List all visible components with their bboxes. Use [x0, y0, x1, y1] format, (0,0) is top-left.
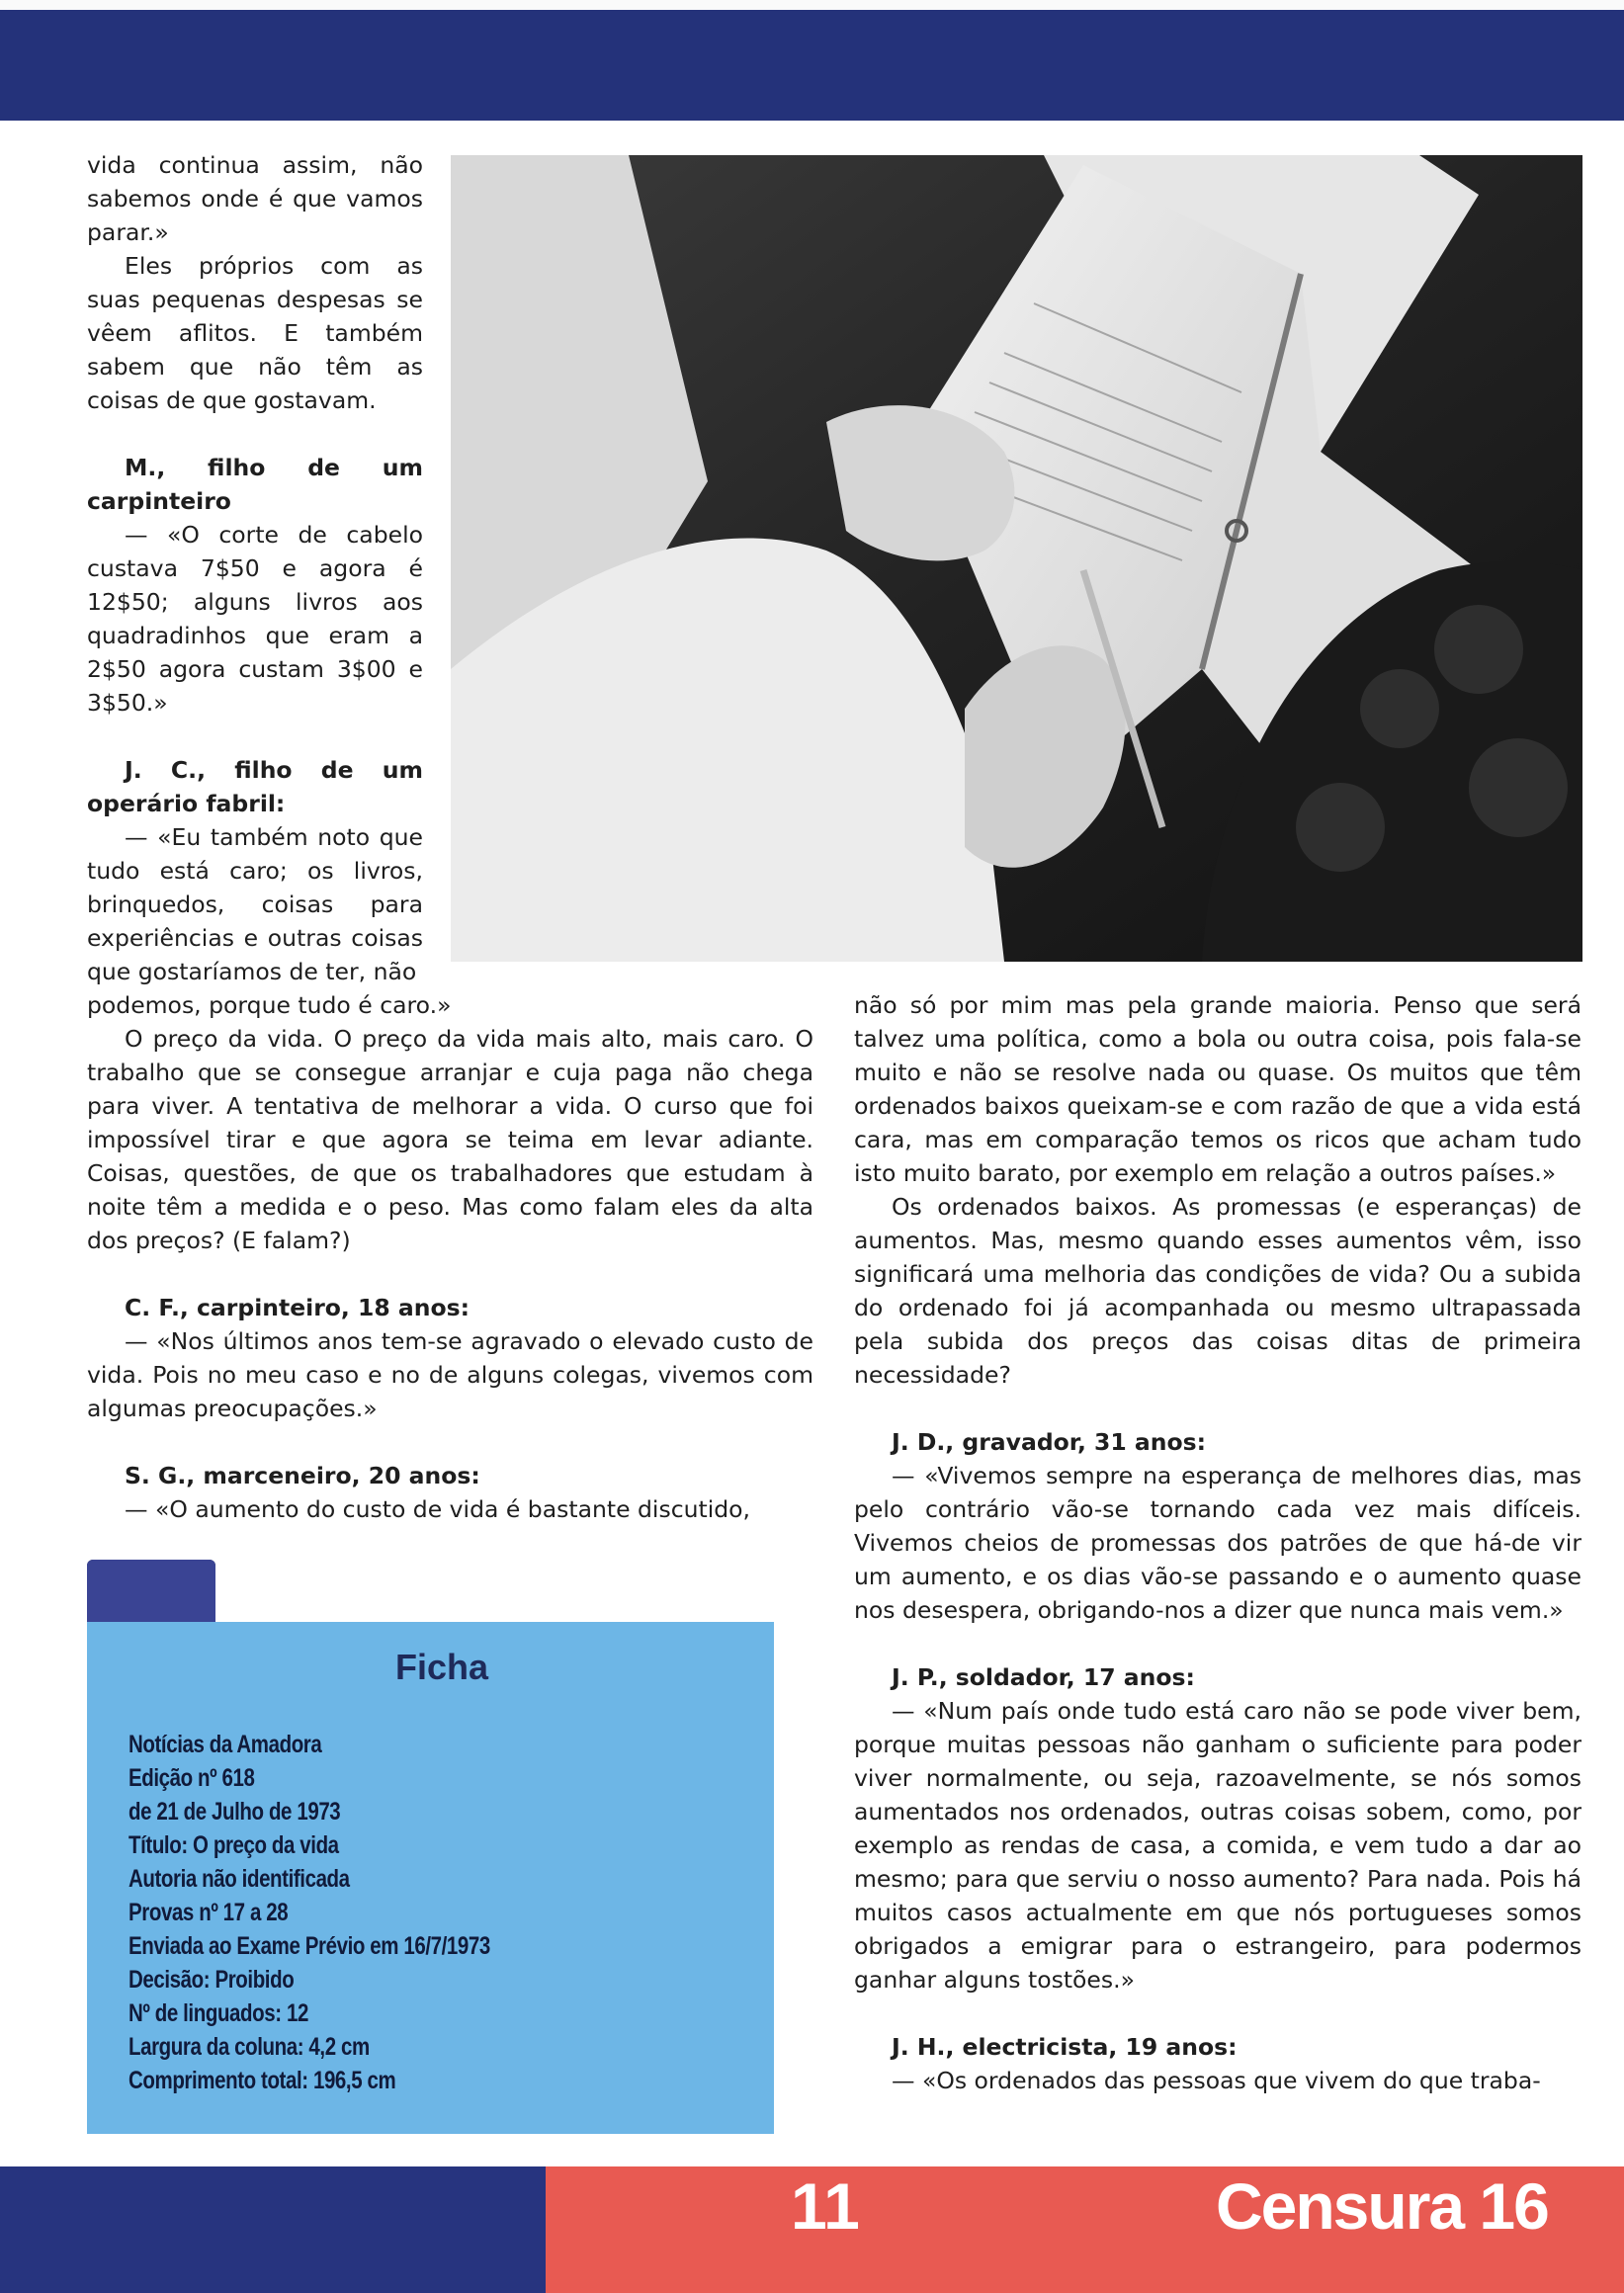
speaker-heading: S. G., marceneiro, 20 anos: — [125, 1462, 480, 1489]
paragraph: podemos, porque tudo é caro.» — [87, 991, 452, 1019]
ficha-details — [128, 1728, 741, 2097]
speaker-heading: C. F., carpinteiro, 18 anos: — [125, 1294, 470, 1321]
ficha-line: Decisão: Proibido — [128, 1966, 295, 1994]
speaker-heading: J. D., gravador, 31 anos: — [892, 1428, 1207, 1456]
paragraph: Os ordenados baixos. As promessas (e esperanças) de aumentos. Mas, mesmo quando esses aumentos vêm, isso significará uma melhoria das condições de vida? Ou a subida do ordenado foi já acompanhada ou mesmo ultrapassada pela subida dos preços das coisas ditas de primeira necessidade? — [854, 1193, 1581, 1389]
ficha-title: Ficha — [395, 1647, 489, 1687]
paragraph: — «O aumento do custo de vida é bastante discutido, — [125, 1495, 751, 1523]
paragraph: — «Num país onde tudo está caro não se pode viver bem, porque muitas pessoas não ganham o suficiente para poder viver normalmente, ou seja, razoavelmente, se nós somos aumentados nos ordenados, outras coisas sobem, como, por exemplo as rendas de casa, a comida, e vem tudo a dar ao mesmo; para que serviu o nosso aumento? Para nada. Pois há muitos casos actualmente em que nós portugueses somos obrigados a emigrar para o estrangeiro, para podermos ganhar alguns tostões.» — [854, 1697, 1581, 1994]
speaker-heading: J. P., soldador, 17 anos: — [892, 1663, 1195, 1691]
ficha-line: Notícias da Amadora — [128, 1731, 322, 1758]
magazine-name: Censura 16 — [1216, 2169, 1548, 2243]
left-column-wide — [87, 988, 813, 1526]
paragraph: — «O corte de cabelo custava 7$50 e agora é 12$50; alguns livros aos quadradinhos que eram a 2$50 agora custam 3$00 e 3$50.» — [87, 521, 423, 717]
ficha-line: Autoria não identificada — [128, 1865, 350, 1893]
top-color-band — [0, 0, 1624, 121]
paragraph: Eles próprios com as suas pequenas despesas se vêem aflitos. E também sabem que não têm as coisas de que gostavam. — [87, 252, 423, 414]
paragraph: vida continua assim, não sabemos onde é que vamos parar.» — [87, 151, 423, 246]
footer-left-band — [0, 2166, 546, 2293]
ficha-line: Nº de linguados: 12 — [128, 1999, 308, 2027]
notebook-writing-photo — [451, 155, 1582, 962]
paragraph: não só por mim mas pela grande maioria. Penso que será talvez uma política, como a bola ou outra coisa, pois fala-se muito e não se resolve nada ou quase. Os muitos que têm ordenados baixos queixam-se e com razão de que a vida está cara, mas em comparação temos os ricos que acham tudo isto muito barato, por exemplo em relação a outros países.» — [854, 991, 1581, 1187]
ficha-line: Título: O preço da vida — [128, 1831, 339, 1859]
paragraph: — «Nos últimos anos tem-se agravado o elevado custo de vida. Pois no meu caso e no de alguns colegas, vivemos com algumas preocupações.» — [87, 1327, 813, 1422]
paragraph: — «Vivemos sempre na esperança de melhores dias, mas pelo contrário vão-se tornando cada vez mais difíceis. Vivemos cheios de promessas dos patrões de que há-de vir um aumento, e os dias vão-se passando e o aumento quase nos desespera, obrigando-nos a dizer que nunca mais vem.» — [854, 1462, 1581, 1624]
ficha-line: Largura da coluna: 4,2 cm — [128, 2033, 370, 2061]
photo-illustration — [451, 155, 1582, 962]
speaker-heading: J. C., filho de um operário fabril: — [87, 756, 423, 817]
speaker-heading: M., filho de um carpinteiro — [87, 454, 423, 515]
right-column — [854, 988, 1581, 2097]
speaker-heading: J. H., electricista, 19 anos: — [892, 2033, 1238, 2061]
paragraph: O preço da vida. O preço da vida mais alto, mais caro. O trabalho que se consegue arranjar e cuja paga não chega para viver. A tentativa de melhorar a vida. O curso que foi impossível tirar e que agora se teima em levar adiante. Coisas, questões, de que os trabalhadores que estudam à noite têm a medida e o peso. Mas como falam eles da alta dos preços? (E falam?) — [87, 1025, 813, 1254]
top-paper-edge — [0, 0, 1624, 10]
paragraph: — «Eu também noto que tudo está caro; os livros, brinquedos, coisas para experiências e outras coisas que gostaríamos de ter, não — [87, 823, 423, 985]
ficha-line: Edição nº 618 — [128, 1764, 255, 1792]
ficha-line: Enviada ao Exame Prévio em 16/7/1973 — [128, 1932, 490, 1960]
left-column-narrow — [87, 148, 423, 988]
ficha-tab — [87, 1560, 215, 1623]
page-number: 11 — [791, 2169, 860, 2243]
ficha-line: Comprimento total: 196,5 cm — [128, 2067, 396, 2094]
ficha-line: de 21 de Julho de 1973 — [128, 1798, 341, 1826]
ficha-line: Provas nº 17 a 28 — [128, 1899, 289, 1926]
paragraph: — «Os ordenados das pessoas que vivem do que traba- — [892, 2067, 1541, 2094]
